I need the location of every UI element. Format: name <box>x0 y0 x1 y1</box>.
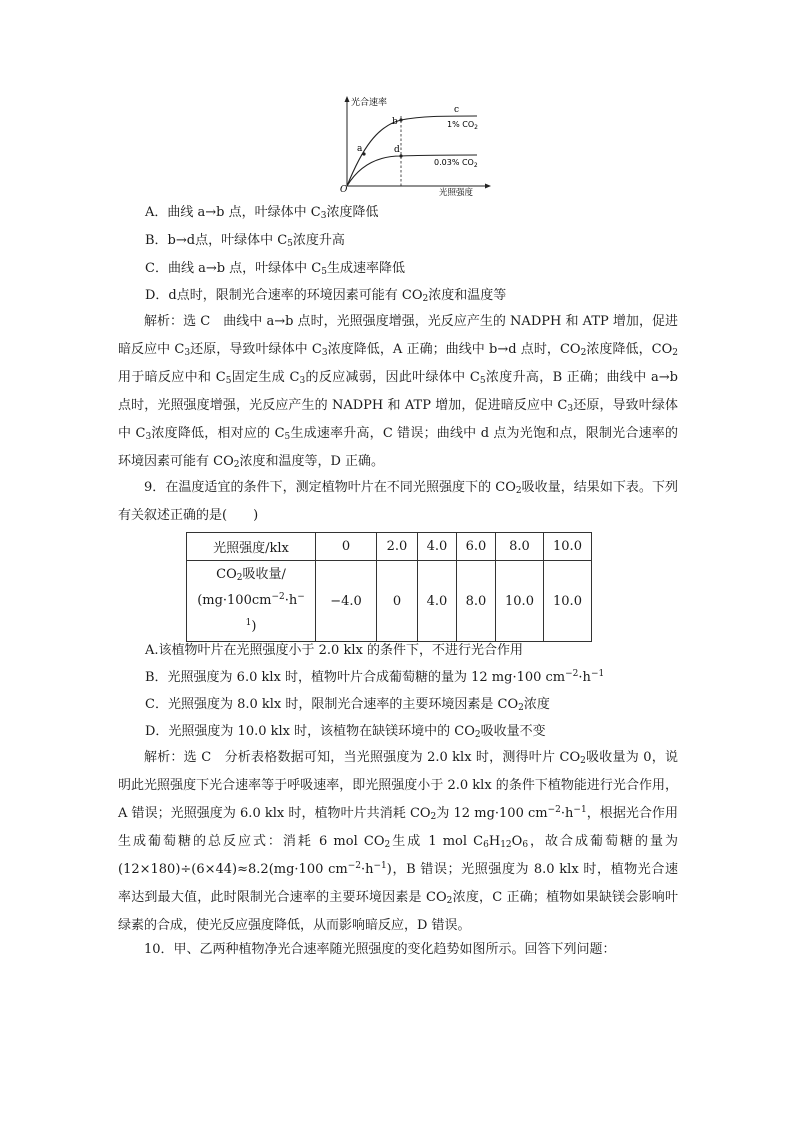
light-co2-table <box>186 532 592 642</box>
origin-label: O <box>340 185 348 195</box>
table-cell: 8.0 <box>457 561 496 642</box>
label-d: d <box>394 145 400 155</box>
table-row <box>187 533 592 561</box>
q10-stem: 10．甲、乙两种植物净光合速率随光照强度的变化趋势如图所示。回答下列问题： <box>144 942 616 957</box>
table-cell: 4.0 <box>418 533 457 561</box>
point-d <box>399 154 402 157</box>
curve-label-1pct: 1% $CO_2$ <box>447 120 478 131</box>
table-cell: 10.0 <box>544 533 592 561</box>
label-b: b <box>392 117 398 127</box>
q9-option-c: C．光照强度为 8.0 klx 时，限制光合速率的主要环境因素是 $CO_2$浓度 <box>145 697 550 713</box>
q9-option-b: B．光照强度为 6.0 klx 时，植物叶片合成葡萄糖的量为 12 mg·100 $cm^{-2}\cdot h^{-1}$ <box>145 669 605 685</box>
x-axis-arrow <box>485 184 491 189</box>
q8-option-d: D．d点时，限制光合速率的环境因素可能有 $CO_2$浓度和温度等 <box>145 288 507 304</box>
table-header-co2: $CO_2$吸收量/ ($mg\cdot 100cm^{-2}\cdot h^-$ $^1$) <box>187 561 316 642</box>
q9-option-d: D．光照强度为 10.0 klx 时，该植物在缺镁环境中的 $CO_2$吸收量不变 <box>145 724 546 740</box>
label-a: a <box>357 144 363 154</box>
q8-option-b: B．b→d点，叶绿体中 $C_5$浓度升高 <box>145 233 345 249</box>
q9-stem: 9．在温度适宜的条件下，测定植物叶片在不同光照强度下的 $CO_2$吸收量，结果如下表。下列有关叙述正确的是( ) <box>118 480 678 523</box>
curve-label-003pct: 0.03% $CO_2$ <box>434 158 478 169</box>
table-cell: 6.0 <box>457 533 496 561</box>
table-header-light: 光照强度/klx <box>187 533 316 561</box>
light-response-figure <box>337 94 493 196</box>
table-cell: 0 <box>377 561 418 642</box>
table-cell: 0 <box>316 533 377 561</box>
table-row <box>187 561 592 642</box>
point-a <box>362 152 365 155</box>
q8-analysis: 解析：选 C 曲线中 a→b 点时，光照强度增强，光反应产生的 NADPH 和 ATP 增加，促进暗反应中 $C_3$还原，导致叶绿体中 $C_3$浓度降低，A 正确；曲线中 b→d 点时，$CO_2$浓度降低，$CO_2$用于暗反应中和 $C_5$固定生成 $C_3$的反应减弱，因此叶绿体中 $C_5$浓度升高，B 正确；曲线中 a→b 点时，光照强度增强，光反应产生的 NADPH 和 ATP 增加，促进暗反应中 $C_3$还原，导致叶绿体中 $C_3$浓度降低，相对应的 $C_5$生成速率升高，C 错误；曲线中 d 点为光饱和点，限制光合速率的环境因素可能有 $CO_2$浓度和温度等，D 正确。 <box>118 314 678 470</box>
y-axis-arrow <box>345 96 350 102</box>
table-cell: −4.0 <box>316 561 377 642</box>
q8-option-c: C．曲线 a→b 点，叶绿体中 $C_5$生成速率降低 <box>145 261 406 277</box>
table-cell: 10.0 <box>496 561 544 642</box>
table-cell: 2.0 <box>377 533 418 561</box>
q8-option-a: A．曲线 a→b 点，叶绿体中 $C_3$浓度降低 <box>145 205 379 221</box>
x-axis-label: 光照强度 <box>439 188 474 196</box>
table-cell: 10.0 <box>544 561 592 642</box>
table-cell: 8.0 <box>496 533 544 561</box>
point-b <box>399 118 402 121</box>
q9-analysis: 解析：选 C 分析表格数据可知，当光照强度为 2.0 klx 时，测得叶片 $CO_2$吸收量为 0，说明此光照强度下光合速率等于呼吸速率，即光照强度小于 2.0 klx 的条件下植物能进行光合作用，A 错误；光照强度为 6.0 klx 时，植物叶片共消耗 $CO_2$为 12 mg·100 $cm^{-2}\cdot h^{-1}$，根据光合作用生成葡萄糖的总反应式：消耗 6 mol $CO_2$生成 1 mol $C_6H_{12}O_6$，故合成葡萄糖的量为(12×180)÷(6×44)≈8.2(mg·100 $cm^{-2}\cdot h^{-1}$)，B 错误；光照强度为 8.0 klx 时，植物光合速率达到最大值，此时限制光合速率的主要环境因素是 $CO_2$浓度，C 正确；植物如果缺镁会影响叶绿素的合成，使光反应强度降低，从而影响暗反应，D 错误。 <box>118 750 679 933</box>
label-c: c <box>454 105 460 115</box>
q9-option-a: A.该植物叶片在光照强度小于 2.0 klx 的条件下，不进行光合作用 <box>145 643 523 658</box>
y-axis-label: 光合速率 <box>351 98 388 108</box>
table-cell: 4.0 <box>418 561 457 642</box>
